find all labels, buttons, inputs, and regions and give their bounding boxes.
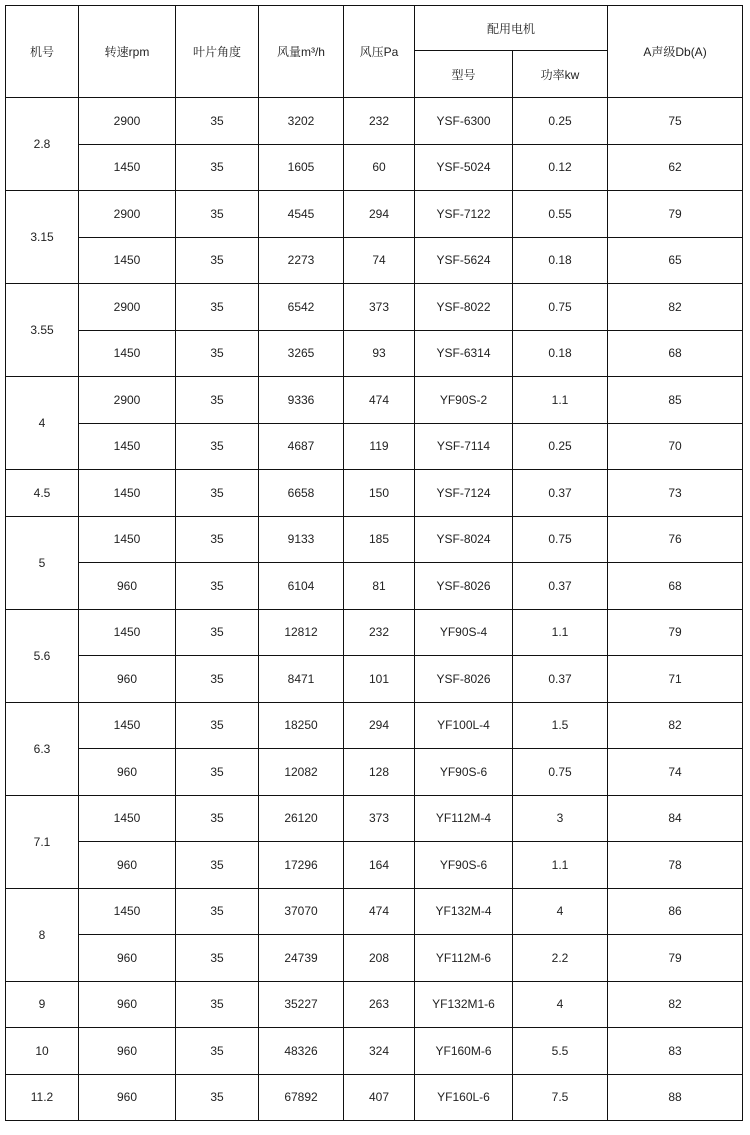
cell-motor-power: 0.18 <box>513 237 608 284</box>
cell-noise: 76 <box>608 516 743 563</box>
cell-blade-angle: 35 <box>176 563 259 610</box>
cell-pressure: 263 <box>344 981 415 1028</box>
cell-blade-angle: 35 <box>176 98 259 145</box>
cell-speed: 960 <box>79 749 176 796</box>
cell-motor-model: YSF-8024 <box>415 516 513 563</box>
cell-blade-angle: 35 <box>176 330 259 377</box>
cell-pressure: 93 <box>344 330 415 377</box>
cell-air-volume: 9336 <box>259 377 344 424</box>
header-pressure: 风压Pa <box>344 6 415 98</box>
cell-noise: 85 <box>608 377 743 424</box>
cell-noise: 82 <box>608 981 743 1028</box>
header-model-no: 机号 <box>6 6 79 98</box>
cell-air-volume: 35227 <box>259 981 344 1028</box>
cell-pressure: 60 <box>344 144 415 191</box>
cell-air-volume: 6542 <box>259 284 344 331</box>
cell-pressure: 81 <box>344 563 415 610</box>
cell-motor-model: YF90S-6 <box>415 749 513 796</box>
cell-motor-power: 0.12 <box>513 144 608 191</box>
cell-motor-power: 1.1 <box>513 377 608 424</box>
cell-motor-model: YF132M-4 <box>415 888 513 935</box>
cell-speed: 2900 <box>79 284 176 331</box>
cell-noise: 74 <box>608 749 743 796</box>
cell-noise: 83 <box>608 1028 743 1075</box>
cell-motor-power: 3 <box>513 795 608 842</box>
cell-model-no: 4.5 <box>6 470 79 517</box>
table-header <box>6 6 743 98</box>
cell-motor-power: 0.75 <box>513 516 608 563</box>
cell-pressure: 373 <box>344 284 415 331</box>
cell-motor-model: YF90S-6 <box>415 842 513 889</box>
cell-motor-model: YSF-8022 <box>415 284 513 331</box>
cell-motor-power: 0.55 <box>513 191 608 238</box>
cell-speed: 960 <box>79 1028 176 1075</box>
table-row <box>6 1074 743 1121</box>
cell-pressure: 185 <box>344 516 415 563</box>
cell-air-volume: 4687 <box>259 423 344 470</box>
table-row <box>6 330 743 377</box>
cell-speed: 960 <box>79 1074 176 1121</box>
table-row <box>6 563 743 610</box>
cell-speed: 1450 <box>79 795 176 842</box>
cell-noise: 79 <box>608 191 743 238</box>
cell-air-volume: 6658 <box>259 470 344 517</box>
cell-air-volume: 24739 <box>259 935 344 982</box>
cell-speed: 1450 <box>79 237 176 284</box>
cell-motor-power: 4 <box>513 888 608 935</box>
cell-air-volume: 3202 <box>259 98 344 145</box>
cell-pressure: 74 <box>344 237 415 284</box>
table-row <box>6 1028 743 1075</box>
cell-speed: 960 <box>79 656 176 703</box>
header-speed: 转速rpm <box>79 6 176 98</box>
cell-motor-model: YSF-7114 <box>415 423 513 470</box>
cell-motor-power: 1.1 <box>513 609 608 656</box>
cell-speed: 960 <box>79 981 176 1028</box>
cell-noise: 82 <box>608 284 743 331</box>
cell-noise: 84 <box>608 795 743 842</box>
cell-noise: 70 <box>608 423 743 470</box>
cell-motor-power: 0.75 <box>513 749 608 796</box>
cell-air-volume: 18250 <box>259 702 344 749</box>
cell-motor-model: YF100L-4 <box>415 702 513 749</box>
cell-blade-angle: 35 <box>176 1028 259 1075</box>
cell-model-no: 7.1 <box>6 795 79 888</box>
cell-motor-model: YSF-5024 <box>415 144 513 191</box>
cell-speed: 2900 <box>79 191 176 238</box>
cell-pressure: 232 <box>344 609 415 656</box>
table-row <box>6 981 743 1028</box>
cell-blade-angle: 35 <box>176 1074 259 1121</box>
cell-air-volume: 8471 <box>259 656 344 703</box>
cell-air-volume: 6104 <box>259 563 344 610</box>
header-motor-group: 配用电机 <box>415 6 608 51</box>
cell-speed: 1450 <box>79 470 176 517</box>
cell-air-volume: 17296 <box>259 842 344 889</box>
cell-pressure: 128 <box>344 749 415 796</box>
cell-pressure: 294 <box>344 191 415 238</box>
header-motor-power: 功率kw <box>513 51 608 98</box>
table-row <box>6 423 743 470</box>
cell-air-volume: 9133 <box>259 516 344 563</box>
cell-air-volume: 37070 <box>259 888 344 935</box>
cell-noise: 88 <box>608 1074 743 1121</box>
cell-air-volume: 4545 <box>259 191 344 238</box>
cell-air-volume: 1605 <box>259 144 344 191</box>
table-row <box>6 470 743 517</box>
header-air-volume: 风量m³/h <box>259 6 344 98</box>
cell-motor-power: 0.37 <box>513 656 608 703</box>
cell-noise: 79 <box>608 609 743 656</box>
cell-noise: 62 <box>608 144 743 191</box>
cell-model-no: 5 <box>6 516 79 609</box>
cell-pressure: 150 <box>344 470 415 517</box>
table-row <box>6 609 743 656</box>
table-row <box>6 795 743 842</box>
header-blade-angle: 叶片角度 <box>176 6 259 98</box>
cell-speed: 1450 <box>79 702 176 749</box>
cell-blade-angle: 35 <box>176 656 259 703</box>
cell-motor-power: 1.1 <box>513 842 608 889</box>
cell-speed: 1450 <box>79 423 176 470</box>
cell-blade-angle: 35 <box>176 888 259 935</box>
cell-motor-model: YSF-5624 <box>415 237 513 284</box>
cell-air-volume: 12082 <box>259 749 344 796</box>
cell-speed: 960 <box>79 842 176 889</box>
cell-pressure: 208 <box>344 935 415 982</box>
cell-model-no: 5.6 <box>6 609 79 702</box>
cell-pressure: 373 <box>344 795 415 842</box>
table-body <box>6 98 743 1121</box>
fan-spec-table <box>5 5 743 1121</box>
cell-pressure: 164 <box>344 842 415 889</box>
cell-speed: 960 <box>79 563 176 610</box>
cell-motor-power: 5.5 <box>513 1028 608 1075</box>
cell-blade-angle: 35 <box>176 702 259 749</box>
table-row <box>6 656 743 703</box>
cell-model-no: 3.15 <box>6 191 79 284</box>
cell-pressure: 101 <box>344 656 415 703</box>
cell-air-volume: 67892 <box>259 1074 344 1121</box>
cell-model-no: 3.55 <box>6 284 79 377</box>
table-row <box>6 842 743 889</box>
cell-motor-model: YF160L-6 <box>415 1074 513 1121</box>
cell-blade-angle: 35 <box>176 191 259 238</box>
cell-speed: 1450 <box>79 144 176 191</box>
cell-motor-model: YSF-7122 <box>415 191 513 238</box>
table-row <box>6 935 743 982</box>
cell-motor-power: 0.37 <box>513 470 608 517</box>
table-row <box>6 237 743 284</box>
cell-motor-model: YF112M-6 <box>415 935 513 982</box>
header-noise: A声级Db(A) <box>608 6 743 98</box>
cell-speed: 1450 <box>79 888 176 935</box>
cell-motor-power: 1.5 <box>513 702 608 749</box>
cell-motor-model: YSF-6314 <box>415 330 513 377</box>
cell-blade-angle: 35 <box>176 935 259 982</box>
cell-speed: 1450 <box>79 330 176 377</box>
cell-noise: 65 <box>608 237 743 284</box>
cell-speed: 2900 <box>79 377 176 424</box>
cell-pressure: 407 <box>344 1074 415 1121</box>
cell-motor-power: 0.25 <box>513 423 608 470</box>
cell-noise: 82 <box>608 702 743 749</box>
cell-model-no: 2.8 <box>6 98 79 191</box>
cell-model-no: 8 <box>6 888 79 981</box>
cell-motor-power: 4 <box>513 981 608 1028</box>
cell-air-volume: 2273 <box>259 237 344 284</box>
cell-speed: 1450 <box>79 516 176 563</box>
cell-air-volume: 3265 <box>259 330 344 377</box>
table-row <box>6 191 743 238</box>
cell-model-no: 11.2 <box>6 1074 79 1121</box>
cell-noise: 71 <box>608 656 743 703</box>
cell-blade-angle: 35 <box>176 144 259 191</box>
cell-noise: 68 <box>608 330 743 377</box>
cell-model-no: 4 <box>6 377 79 470</box>
cell-motor-power: 7.5 <box>513 1074 608 1121</box>
cell-blade-angle: 35 <box>176 423 259 470</box>
table-row <box>6 284 743 331</box>
cell-air-volume: 48326 <box>259 1028 344 1075</box>
cell-blade-angle: 35 <box>176 842 259 889</box>
cell-blade-angle: 35 <box>176 749 259 796</box>
cell-blade-angle: 35 <box>176 284 259 331</box>
cell-motor-power: 0.37 <box>513 563 608 610</box>
cell-blade-angle: 35 <box>176 237 259 284</box>
cell-model-no: 10 <box>6 1028 79 1075</box>
cell-blade-angle: 35 <box>176 470 259 517</box>
cell-motor-power: 0.18 <box>513 330 608 377</box>
cell-noise: 79 <box>608 935 743 982</box>
cell-noise: 68 <box>608 563 743 610</box>
cell-noise: 86 <box>608 888 743 935</box>
cell-pressure: 474 <box>344 377 415 424</box>
cell-blade-angle: 35 <box>176 795 259 842</box>
cell-motor-model: YF132M1-6 <box>415 981 513 1028</box>
cell-air-volume: 12812 <box>259 609 344 656</box>
header-motor-model: 型号 <box>415 51 513 98</box>
cell-blade-angle: 35 <box>176 609 259 656</box>
cell-motor-model: YF90S-4 <box>415 609 513 656</box>
cell-pressure: 474 <box>344 888 415 935</box>
cell-motor-model: YSF-7124 <box>415 470 513 517</box>
table-row <box>6 516 743 563</box>
cell-noise: 78 <box>608 842 743 889</box>
cell-motor-power: 2.2 <box>513 935 608 982</box>
cell-pressure: 324 <box>344 1028 415 1075</box>
table-row <box>6 377 743 424</box>
cell-motor-model: YSF-8026 <box>415 656 513 703</box>
cell-motor-power: 0.75 <box>513 284 608 331</box>
cell-motor-model: YF112M-4 <box>415 795 513 842</box>
table-row <box>6 98 743 145</box>
cell-blade-angle: 35 <box>176 377 259 424</box>
cell-speed: 960 <box>79 935 176 982</box>
table-row <box>6 144 743 191</box>
cell-noise: 75 <box>608 98 743 145</box>
table-row <box>6 702 743 749</box>
table-row <box>6 749 743 796</box>
cell-model-no: 9 <box>6 981 79 1028</box>
cell-noise: 73 <box>608 470 743 517</box>
cell-pressure: 232 <box>344 98 415 145</box>
cell-pressure: 119 <box>344 423 415 470</box>
cell-speed: 1450 <box>79 609 176 656</box>
cell-model-no: 6.3 <box>6 702 79 795</box>
cell-air-volume: 26120 <box>259 795 344 842</box>
cell-blade-angle: 35 <box>176 981 259 1028</box>
cell-speed: 2900 <box>79 98 176 145</box>
table-row <box>6 888 743 935</box>
cell-motor-power: 0.25 <box>513 98 608 145</box>
cell-pressure: 294 <box>344 702 415 749</box>
cell-motor-model: YSF-6300 <box>415 98 513 145</box>
cell-blade-angle: 35 <box>176 516 259 563</box>
cell-motor-model: YF90S-2 <box>415 377 513 424</box>
cell-motor-model: YSF-8026 <box>415 563 513 610</box>
cell-motor-model: YF160M-6 <box>415 1028 513 1075</box>
